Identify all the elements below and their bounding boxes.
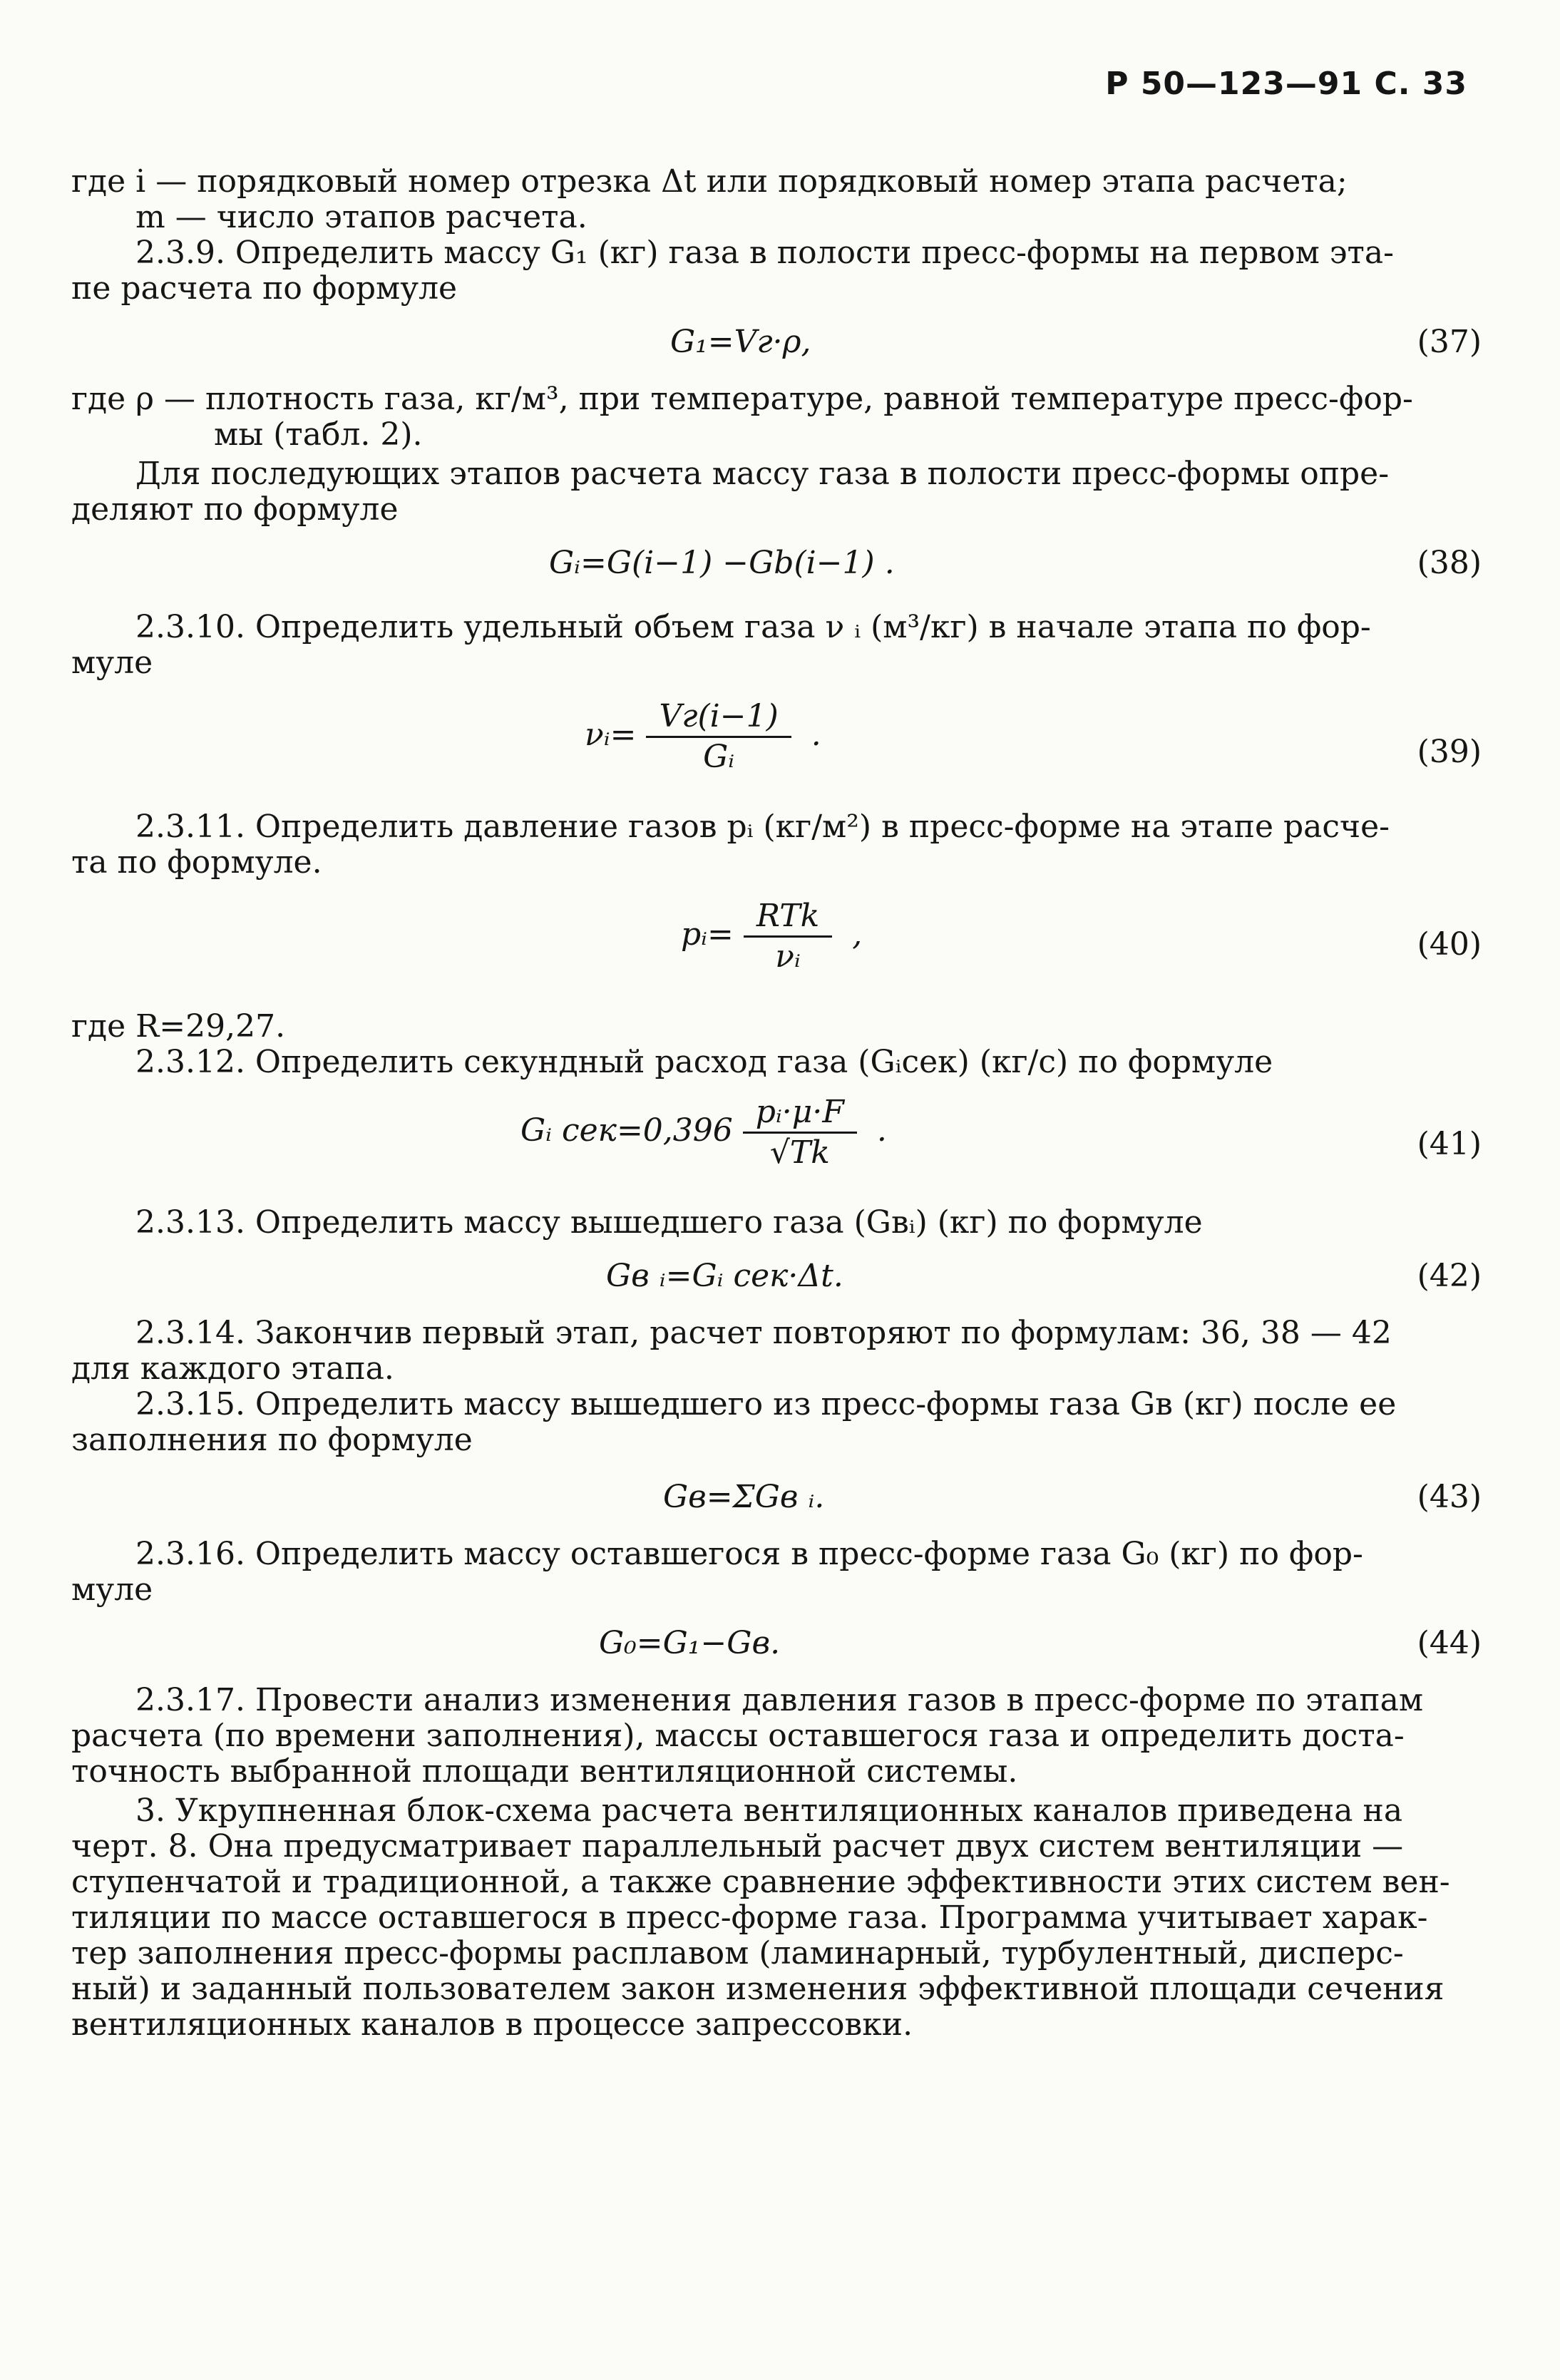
text-line: тиляции по массе оставшегося в пресс-форме газа. Программа учитывает харак- <box>71 1899 1428 1936</box>
formula-number: (38) <box>1417 545 1482 581</box>
text-line: та по формуле. <box>71 844 322 881</box>
text-line: m — число этапов расчета. <box>135 199 587 235</box>
page-header: Р 50—123—91 С. 33 <box>1105 66 1467 102</box>
formula-37: G₁=Vг·ρ, <box>670 324 811 360</box>
formula-number: (44) <box>1417 1625 1482 1661</box>
text-line: где i — порядковый номер отрезка Δt или порядковый номер этапа расчета; <box>71 163 1348 200</box>
formula-44: G₀=G₁−Gв. <box>599 1625 781 1661</box>
text-line: деляют по формуле <box>71 491 399 528</box>
text-line: муле <box>71 1571 153 1608</box>
formula-lhs: pᵢ= <box>681 916 734 953</box>
text-line: 3. Укрупненная блок-схема расчета вентиляционных каналов приведена на <box>135 1792 1403 1829</box>
text-line: 2.3.9. Определить массу G₁ (кг) газа в полости пресс-формы на первом эта- <box>135 235 1394 271</box>
numerator: RTk <box>744 898 832 938</box>
text-line: точность выбранной площади вентиляционной системы. <box>71 1753 1018 1790</box>
fraction <box>646 699 791 775</box>
formula-number: (42) <box>1417 1258 1482 1294</box>
text-line: для каждого этапа. <box>71 1350 394 1387</box>
text-line: 2.3.15. Определить массу вышедшего из пресс-формы газа Gв (кг) после ее <box>135 1386 1397 1422</box>
text-line: расчета (по времени заполнения), массы оставшегося газа и определить доста- <box>71 1718 1405 1754</box>
text-line: вентиляционных каналов в процессе запрессовки. <box>71 2006 913 2043</box>
formula-number: (43) <box>1417 1479 1482 1515</box>
text-line: 2.3.16. Определить массу оставшегося в пресс-форме газа G₀ (кг) по фор- <box>135 1536 1363 1572</box>
fraction <box>744 898 832 975</box>
text-line: 2.3.10. Определить удельный объем газа ν ᵢ (м³/кг) в начале этапа по фор- <box>135 609 1371 645</box>
fraction <box>743 1094 857 1171</box>
denominator: √Tk <box>769 1134 830 1171</box>
numerator: Vг(i−1) <box>646 699 791 738</box>
formula-number: (39) <box>1417 734 1482 770</box>
text-line: тер заполнения пресс-формы расплавом (ламинарный, турбулентный, дисперс- <box>71 1935 1404 1971</box>
text-line: заполнения по формуле <box>71 1422 473 1458</box>
text-line: ступенчатой и традиционной, а также сравнение эффективности этих систем вен- <box>71 1864 1450 1900</box>
text-line: мы (табл. 2). <box>214 416 423 453</box>
text-line: 2.3.12. Определить секундный расход газа (Gᵢсек) (кг/с) по формуле <box>135 1044 1273 1080</box>
denominator: νᵢ <box>775 938 801 975</box>
text-line: черт. 8. Она предусматривает параллельный расчет двух систем вентиляции — <box>71 1828 1404 1864</box>
text-line: ный) и заданный пользователем закон изменения эффективной площади сечения <box>71 1971 1444 2007</box>
text-line: 2.3.11. Определить давление газов pᵢ (кг/м²) в пресс-форме на этапе расче- <box>135 809 1390 845</box>
formula-number: (40) <box>1417 926 1482 963</box>
formula-39: νᵢ= $\frac{Vг(i-1)}{\text{Gᵢ}}$ . <box>585 698 821 775</box>
text-line: пе расчета по формуле <box>71 270 458 307</box>
text-line: где R=29,27. <box>71 1008 286 1045</box>
numerator: pᵢ·μ·F <box>743 1094 857 1134</box>
text-line: Для последующих этапов расчета массу газа в полости пресс-формы опре- <box>135 456 1390 492</box>
formula-42: Gв ᵢ=Gᵢ сек·Δt. <box>606 1258 843 1294</box>
text-line: 2.3.14. Закончив первый этап, расчет повторяют по формулам: 36, 38 — 42 <box>135 1315 1392 1351</box>
formula-number: (41) <box>1417 1126 1482 1162</box>
text-line: 2.3.13. Определить массу вышедшего газа (Gвᵢ) (кг) по формуле <box>135 1204 1203 1241</box>
text-line: где ρ — плотность газа, кг/м³, при температуре, равной температуре пресс-фор- <box>71 381 1413 417</box>
formula-number: (37) <box>1417 324 1482 360</box>
formula-40: pᵢ= $\frac{\text{RTk}}{\text{νᵢ}}$ , <box>681 898 863 975</box>
text-line: 2.3.17. Провести анализ изменения давления газов в пресс-форме по этапам <box>135 1682 1424 1718</box>
denominator: Gᵢ <box>703 739 735 775</box>
formula-lhs: Gᵢ сек=0,396 <box>520 1112 733 1149</box>
formula-41: Gᵢ сек=0,396 $\frac{\text{pᵢ·μ·F}}{√Tk}$ . <box>520 1094 887 1171</box>
formula-38: Gᵢ=G(i−1) −Gb(i−1) . <box>549 545 895 581</box>
formula-43: Gв=ΣGв ᵢ. <box>663 1479 825 1515</box>
formula-lhs: νᵢ= <box>585 717 637 753</box>
text-line: муле <box>71 645 153 681</box>
